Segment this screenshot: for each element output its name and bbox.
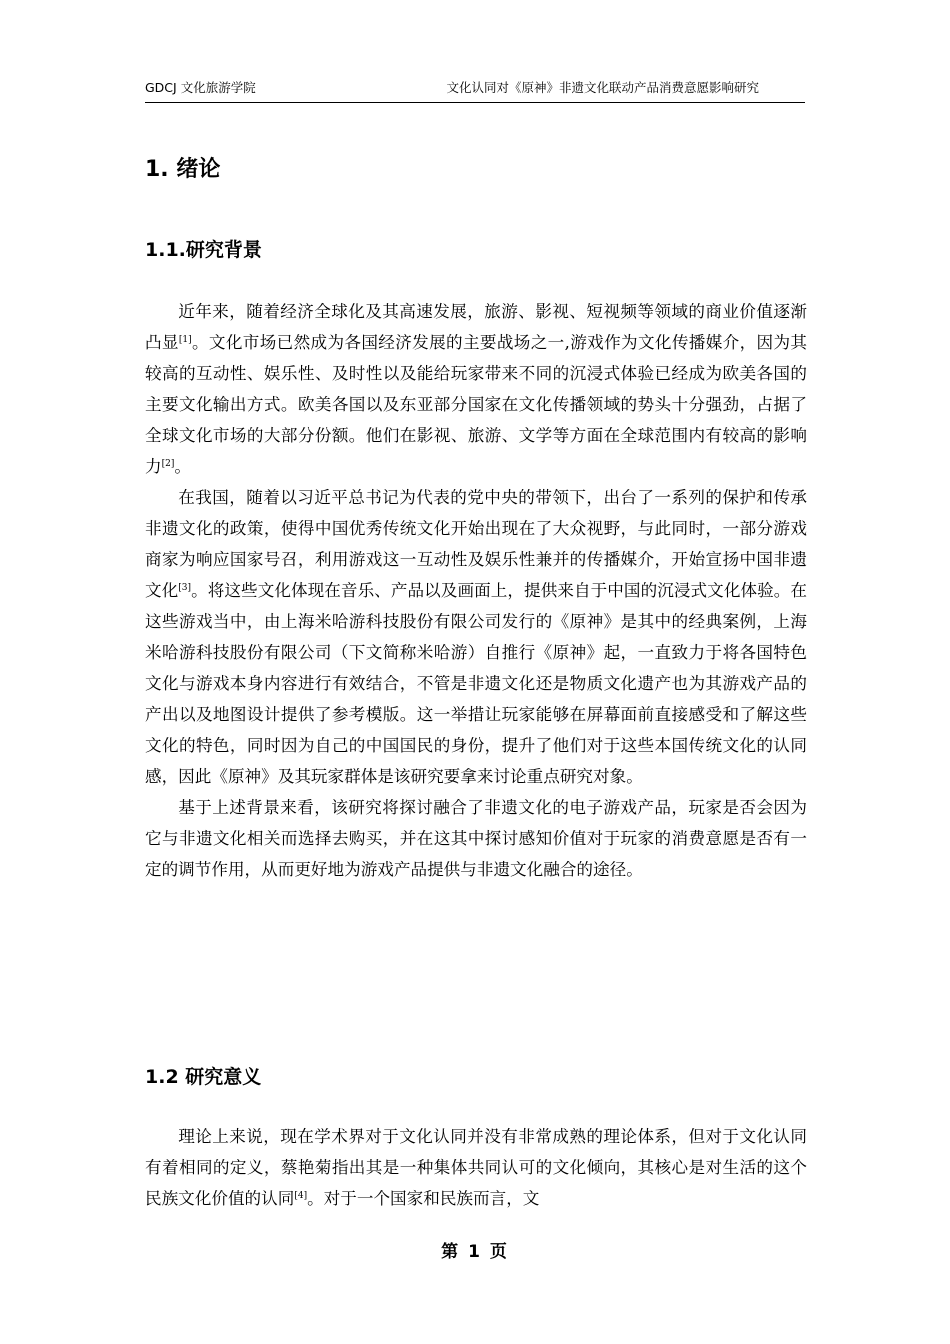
page-number: 第 1 页 [441, 1242, 509, 1262]
paragraph-text: 近年来，随着经济全球化及其高速发展，旅游、影视、短视频等领域的商业价值逐渐凸显 [145, 302, 807, 352]
section-body-significance [145, 1121, 807, 1214]
paragraph: 基于上述背景来看，该研究将探讨融合了非遗文化的电子游戏产品，玩家是否会因为它与非遗文化相关而选择去购买，并在这其中探讨感知价值对于玩家的消费意愿是否有一定的调节作用，从而更好地为游戏产品提供与非遗文化融合的途径。 [145, 798, 807, 879]
section-body-background [145, 296, 807, 885]
paragraph [145, 1121, 807, 1214]
running-header [145, 78, 805, 103]
paragraph-text: 。 [174, 457, 191, 476]
paragraph-text: 。对于一个国家和民族而言，文 [307, 1189, 540, 1208]
chapter-title: 1. 绪论 [145, 157, 221, 182]
citation-ref[interactable]: [1] [178, 335, 192, 345]
section-title-background: 1.1.研究背景 [145, 239, 262, 261]
section-title-significance: 1.2 研究意义 [145, 1066, 262, 1088]
citation-ref[interactable]: [4] [294, 1191, 308, 1201]
paragraph-text: 。文化市场已然成为各国经济发展的主要战场之一,游戏作为文化传播媒介，因为其较高的互动性、娱乐性、及时性以及能给玩家带来不同的沉浸式体验已经成为欧美各国的主要文化输出方式。欧美各国以及东亚部分国家在文化传播领域的势头十分强劲，占据了全球文化市场的大部分份额。他们在影视、旅游、文学等方面在全球范围内有较高的影响力 [145, 333, 807, 476]
citation-ref[interactable]: [3] [178, 583, 192, 593]
citation-ref[interactable]: [2] [161, 459, 175, 469]
paragraph-text: 理论上来说，现在学术界对于文化认同并没有非常成熟的理论体系，但对于文化认同有着相同的定义，蔡艳菊指出其是一种集体共同认可的文化倾向，其核心是对生活的这个民族文化价值的认同 [145, 1127, 807, 1208]
header-institution: GDCJ 文化旅游学院 [145, 80, 256, 95]
header-thesis-title: 文化认同对《原神》非遗文化联动产品消费意愿影响研究 [446, 80, 759, 95]
paragraph [145, 482, 807, 792]
paragraph [145, 296, 807, 482]
paragraph-text: 在我国，随着以习近平总书记为代表的党中央的带领下，出台了一系列的保护和传承非遗文化的政策，使得中国优秀传统文化开始出现在了大众视野，与此同时，一部分游戏商家为响应国家号召，利用游戏这一互动性及娱乐性兼并的传播媒介，开始宣扬中国非遗文化 [145, 488, 807, 600]
paragraph-text: 。将这些文化体现在音乐、产品以及画面上，提供来自于中国的沉浸式文化体验。在这些游戏当中，由上海米哈游科技股份有限公司发行的《原神》是其中的经典案例，上海米哈游科技股份有限公司（下文简称米哈游）自推行《原神》起，一直致力于将各国特色文化与游戏本身内容进行有效结合，不管是非遗文化还是物质文化遗产也为其游戏产品的产出以及地图设计提供了参考模版。这一举措让玩家能够在屏幕面前直接感受和了解这些文化的特色，同时因为自己的中国国民的身份，提升了他们对于这些本国传统文化的认同感，因此《原神》及其玩家群体是该研究要拿来讨论重点研究对象。 [145, 581, 807, 786]
